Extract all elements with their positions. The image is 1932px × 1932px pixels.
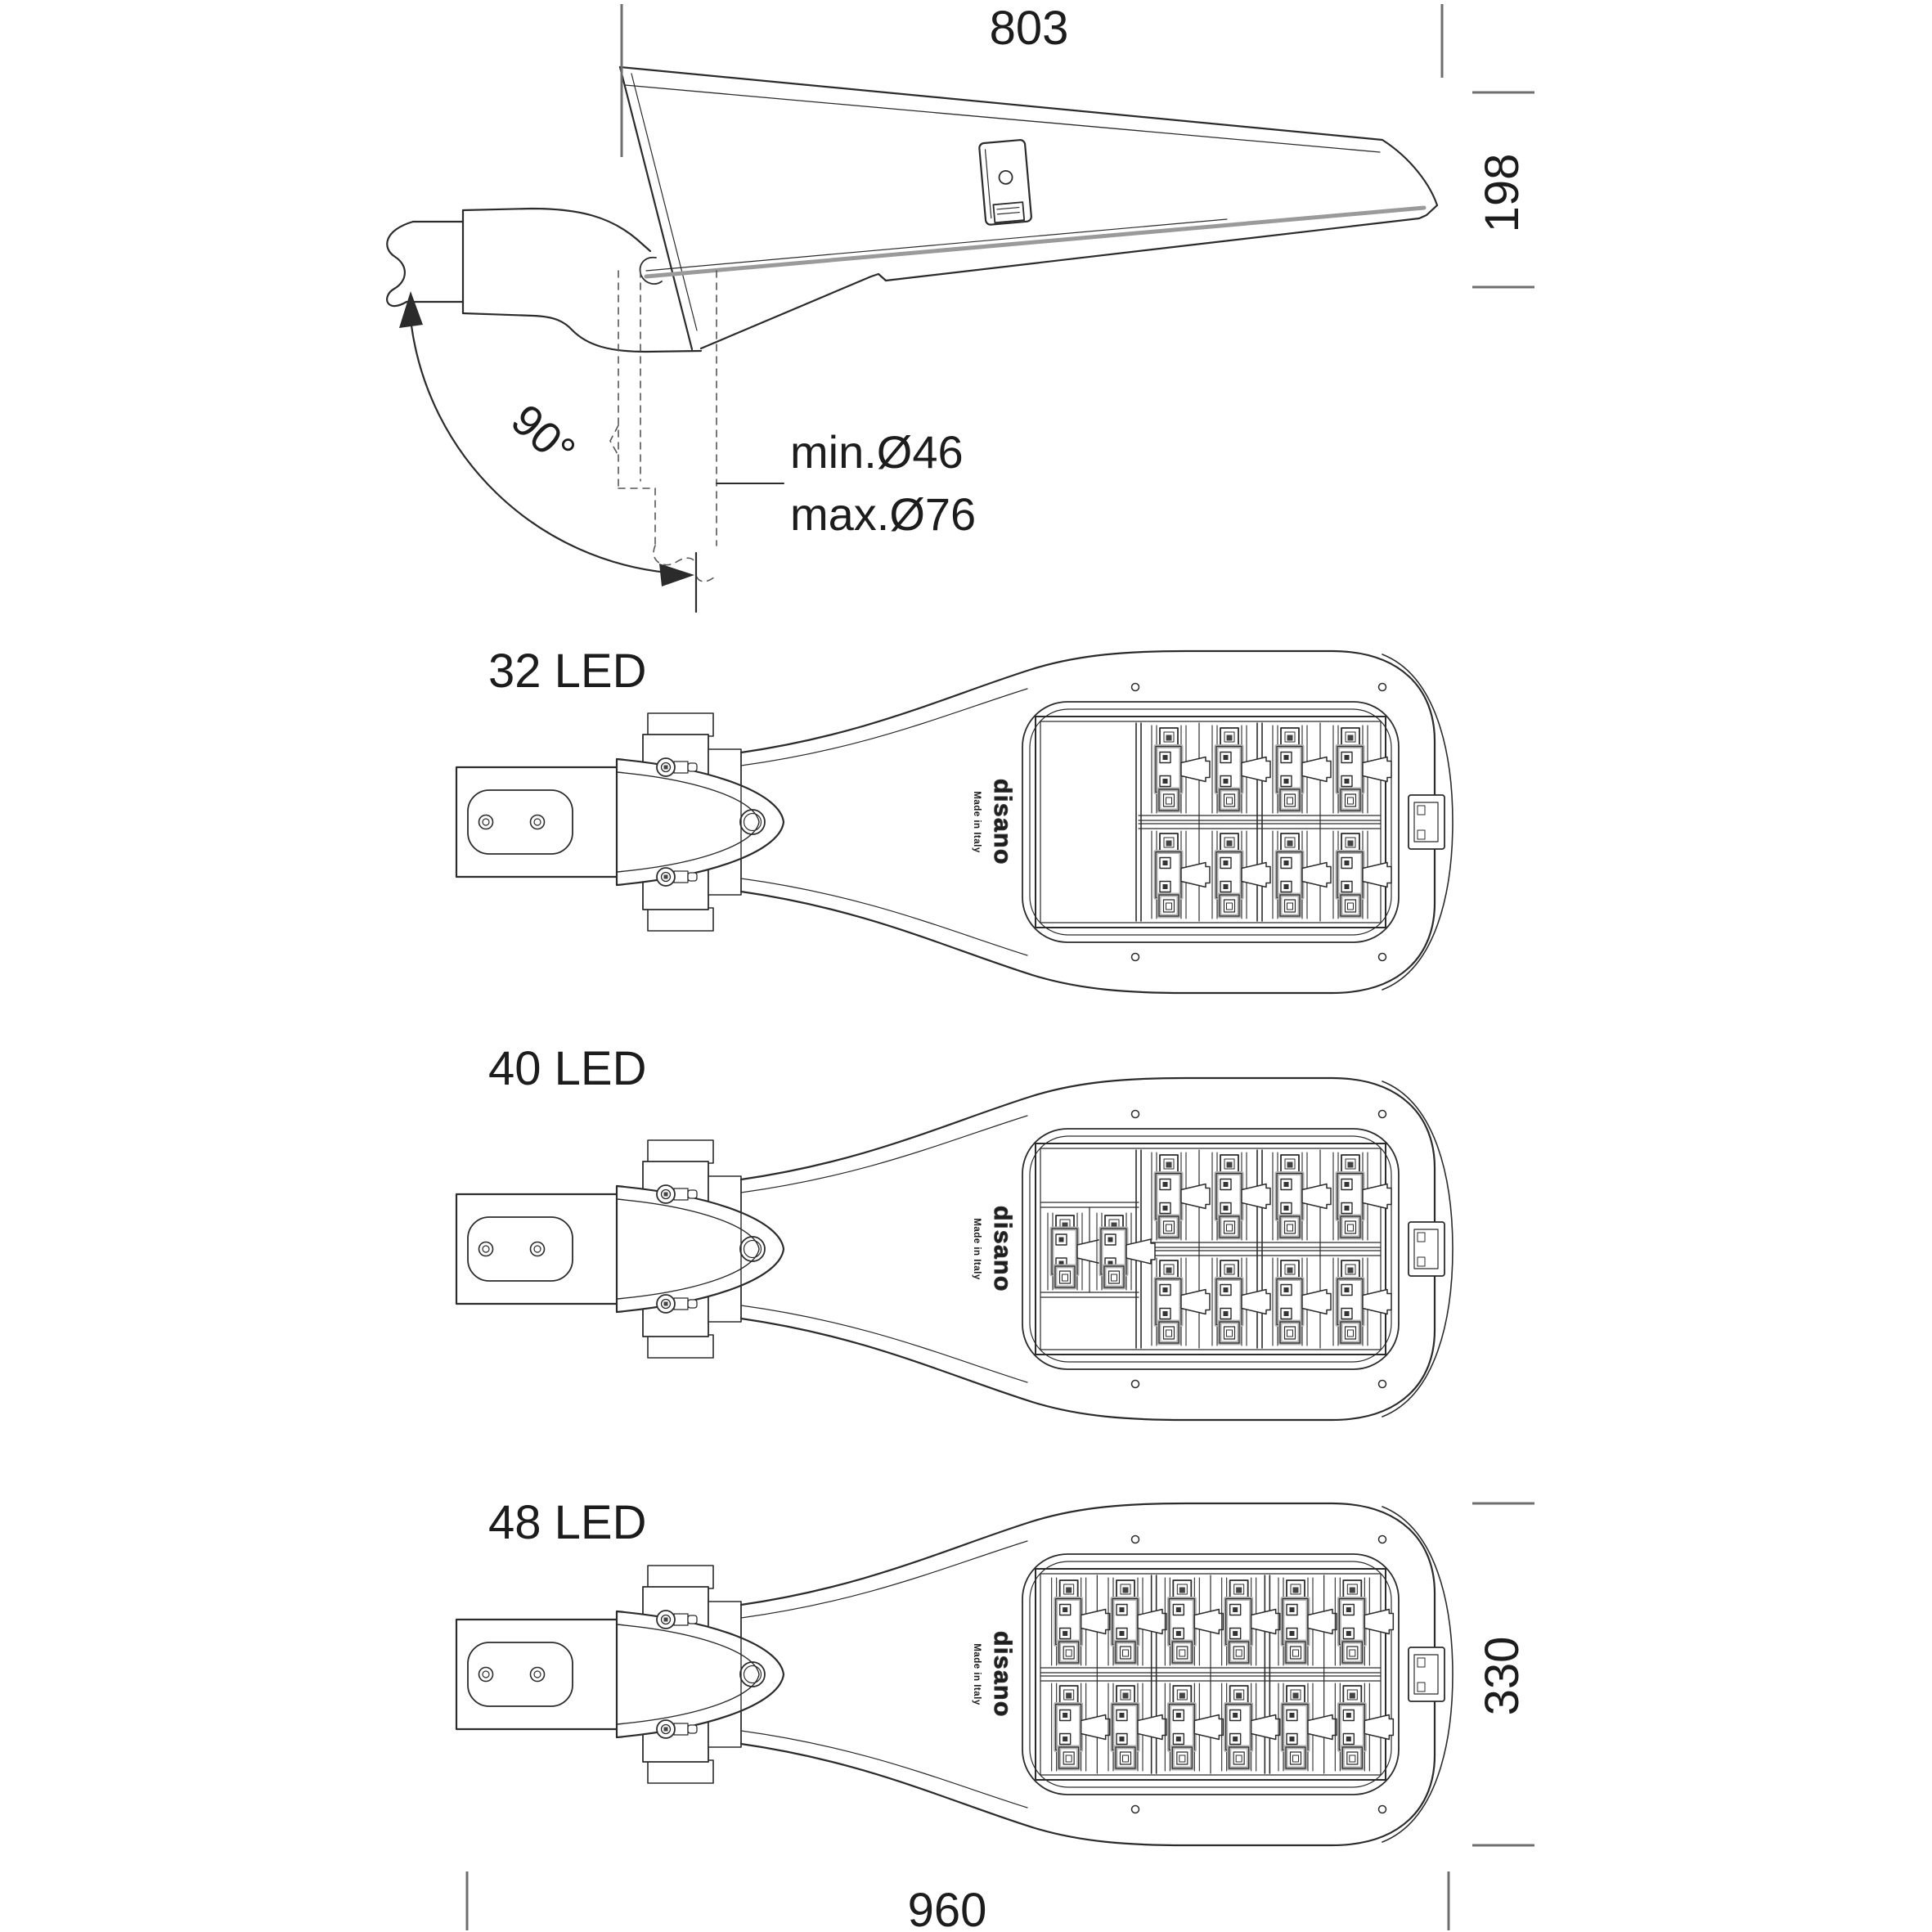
arrowhead-up <box>399 291 423 328</box>
mounting-arm <box>456 1194 617 1304</box>
led-cell <box>1152 831 1210 919</box>
led-optic-horn <box>1251 1610 1280 1634</box>
led-cell <box>1335 1683 1393 1771</box>
led-cell <box>1273 726 1331 813</box>
led-cell <box>1335 1578 1393 1665</box>
variant-label: 40 LED <box>488 1042 647 1095</box>
led-cell <box>1165 1578 1223 1665</box>
variant-label: 48 LED <box>488 1496 647 1549</box>
led-cell <box>1052 1578 1110 1665</box>
disano-logo: disano <box>989 1206 1016 1292</box>
made-in-italy-text: Made in Italy <box>972 1643 982 1705</box>
led-optic-horn <box>1302 1184 1331 1209</box>
led-cell <box>1333 831 1391 919</box>
pole-max-diameter: max.Ø76 <box>790 488 977 540</box>
led-optic-horn <box>1126 1239 1155 1264</box>
made-in-italy-text: Made in Italy <box>972 1218 982 1280</box>
led-cell <box>1278 1683 1337 1771</box>
top-views <box>456 651 1453 1845</box>
screw-dot <box>1379 1111 1386 1118</box>
door-seam <box>646 208 1424 276</box>
angle-90: 90° <box>501 395 585 477</box>
led-cell <box>1108 1683 1166 1771</box>
dim-length-803: 803 <box>989 2 1069 55</box>
led-grid <box>1136 1150 1391 1348</box>
door-latch <box>1409 1647 1445 1701</box>
head-housing <box>1022 1503 1453 1845</box>
spigot-ghost <box>610 271 717 582</box>
led-optic-horn <box>1194 1610 1223 1634</box>
led-optic-horn <box>1181 863 1210 887</box>
hinge-bracket <box>617 1140 784 1358</box>
screw-dot <box>1132 1536 1139 1543</box>
led-optic-horn <box>1138 1715 1166 1740</box>
led-optic-horn <box>1242 1184 1270 1209</box>
screw-dot <box>1379 1536 1386 1543</box>
led-optic-horn <box>1194 1715 1223 1740</box>
led-optic-horn <box>1364 1715 1393 1740</box>
led-optic-horn <box>1363 1184 1391 1209</box>
led-cell <box>1273 1258 1331 1346</box>
led-optic-horn <box>1308 1610 1337 1634</box>
led-cell <box>1052 1683 1110 1771</box>
led-optic-horn <box>1138 1610 1166 1634</box>
led-optic-horn <box>1081 1715 1110 1740</box>
screw-dot <box>1132 1381 1139 1388</box>
top-view-40-led <box>456 1078 1453 1420</box>
led-optic-horn <box>1363 757 1391 782</box>
screw-dot <box>1132 954 1139 961</box>
led-cell <box>1278 1578 1337 1665</box>
led-cell <box>1152 726 1210 813</box>
hinge-bracket <box>617 713 784 931</box>
hinge-bracket <box>617 1566 784 1783</box>
led-cell <box>1222 1578 1280 1665</box>
pole-stub <box>387 222 463 306</box>
door-latch <box>1409 795 1445 849</box>
dim-height-198: 198 <box>1476 153 1529 233</box>
led-optic-horn <box>1363 863 1391 887</box>
screw-dot <box>1379 954 1386 961</box>
variant-label: 32 LED <box>488 645 647 698</box>
led-optic-horn <box>1242 757 1270 782</box>
screw-dot <box>1379 1806 1386 1813</box>
led-grid <box>1136 723 1391 921</box>
led-optic-horn <box>1242 863 1270 887</box>
led-optic-horn <box>1251 1715 1280 1740</box>
screw-dot <box>1132 1806 1139 1813</box>
screw-dot <box>1379 684 1386 691</box>
door-latch <box>1409 1222 1445 1276</box>
led-band <box>1040 1202 1155 1297</box>
top-view-48-led <box>456 1503 1453 1845</box>
led-cell <box>1152 1152 1210 1240</box>
mounting-arm <box>456 767 617 877</box>
pole-clamp <box>463 209 701 352</box>
led-cell <box>1333 1258 1391 1346</box>
led-cell <box>1333 726 1391 813</box>
screw-dot <box>1379 1381 1386 1388</box>
led-optic-horn <box>1181 757 1210 782</box>
led-optic-horn <box>1181 1290 1210 1314</box>
led-optic-horn <box>1302 863 1331 887</box>
led-optic-horn <box>1302 757 1331 782</box>
made-in-italy-text: Made in Italy <box>972 791 982 853</box>
led-optic-horn <box>1308 1715 1337 1740</box>
led-optic-horn <box>1181 1184 1210 1209</box>
led-cell <box>1108 1578 1166 1665</box>
dim-width-330: 330 <box>1476 1636 1529 1716</box>
disano-logo: disano <box>989 1631 1016 1718</box>
dim-length-960: 960 <box>907 1884 987 1932</box>
arrowhead-right <box>659 564 694 586</box>
disano-logo: disano <box>989 779 1016 865</box>
led-cell <box>1273 831 1331 919</box>
led-cell <box>1222 1683 1280 1771</box>
head-housing <box>1022 651 1453 993</box>
led-optic-horn <box>1302 1290 1331 1314</box>
top-view-32-led <box>456 651 1453 993</box>
led-cell <box>1152 1258 1210 1346</box>
pole-min-diameter: min.Ø46 <box>790 426 964 478</box>
led-cell <box>1333 1152 1391 1240</box>
screw-dot <box>1132 684 1139 691</box>
led-optic-horn <box>1364 1610 1393 1634</box>
brand-marking <box>972 1631 1016 1718</box>
led-optic-horn <box>1081 1610 1110 1634</box>
luminaire-body <box>620 67 1437 349</box>
led-cell <box>1165 1683 1223 1771</box>
mounting-arm <box>456 1620 617 1729</box>
brand-marking <box>972 779 1016 865</box>
led-grid <box>1040 1575 1393 1773</box>
led-cell <box>1097 1213 1155 1290</box>
led-cell <box>1273 1152 1331 1240</box>
led-optic-horn <box>1242 1290 1270 1314</box>
screw-dot <box>1132 1111 1139 1118</box>
cover-latch <box>979 140 1032 226</box>
led-optic-horn <box>1363 1290 1391 1314</box>
brand-marking <box>972 1206 1016 1292</box>
